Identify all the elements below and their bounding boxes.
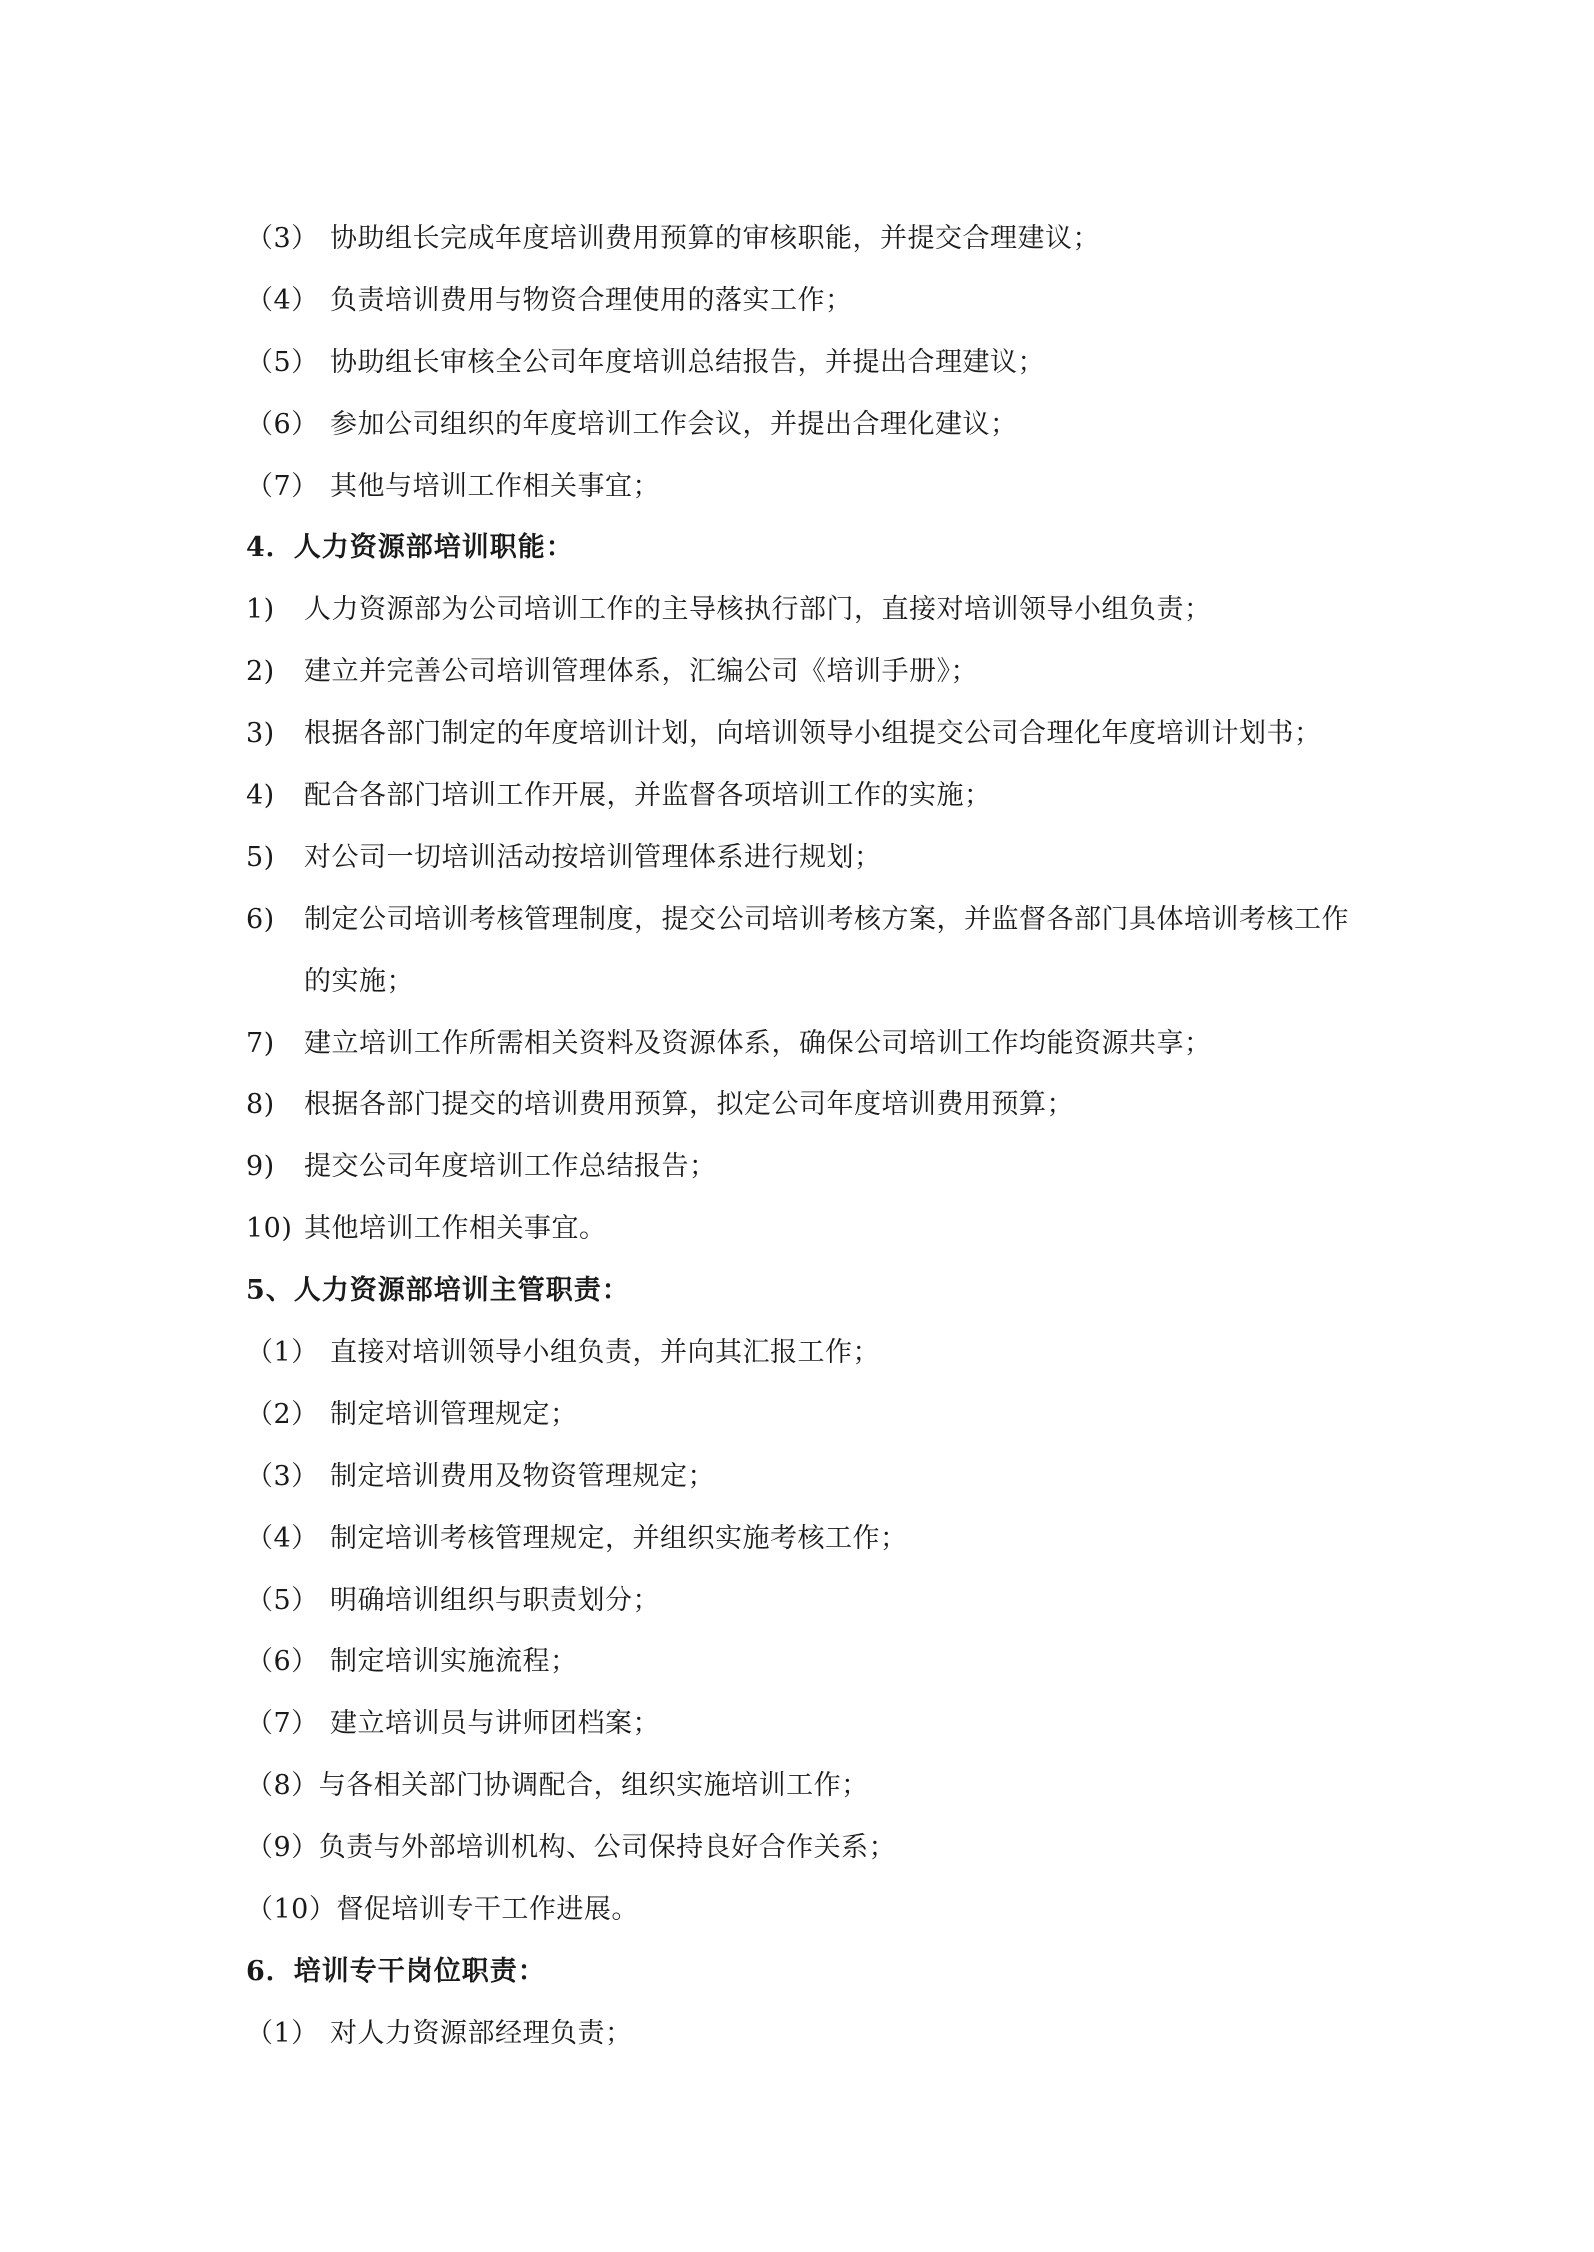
list-item-text: 制定培训实施流程； bbox=[330, 1646, 578, 1678]
list-item-text: 其他与培训工作相关事宜； bbox=[330, 470, 660, 502]
list-item-number: 1) bbox=[246, 594, 275, 626]
section-heading bbox=[246, 517, 1376, 579]
list-item-number: （7） bbox=[246, 470, 319, 502]
list-item-text: 制定培训考核管理规定，并组织实施考核工作； bbox=[330, 1522, 908, 1554]
section-heading bbox=[246, 1941, 1376, 2003]
list-item bbox=[246, 1755, 1376, 1817]
list-item-text: 负责与外部培训机构、公司保持良好合作关系； bbox=[318, 1832, 897, 1864]
list-item bbox=[246, 394, 1376, 456]
list-item-text: 督促培训专干工作进展。 bbox=[336, 1894, 639, 1926]
list-item-text: 建立并完善公司培训管理体系，汇编公司《培训手册》； bbox=[304, 656, 978, 688]
list-item-number: （4） bbox=[246, 1522, 319, 1554]
list-item-number: 6) bbox=[246, 903, 275, 935]
list-item-number: 2) bbox=[246, 656, 275, 688]
list-item bbox=[246, 1879, 1376, 1941]
list-item-text: 配合各部门培训工作开展，并监督各项培训工作的实施； bbox=[304, 780, 992, 812]
list-item bbox=[246, 1817, 1376, 1879]
section-heading-text: 6．培训专干岗位职责： bbox=[246, 1955, 546, 1987]
list-item-text: 对人力资源部经理负责； bbox=[330, 2017, 633, 2049]
list-item-text: 明确培训组织与职责划分； bbox=[330, 1584, 660, 1616]
list-item-text: 人力资源部为公司培训工作的主导核执行部门，直接对培训领导小组负责； bbox=[304, 594, 1212, 626]
list-item bbox=[246, 1631, 1376, 1693]
list-item bbox=[246, 1322, 1376, 1384]
list-item-text: 与各相关部门协调配合，组织实施培训工作； bbox=[318, 1770, 869, 1802]
list-item bbox=[246, 1136, 1376, 1198]
section-heading-text: 5、人力资源部培训主管职责： bbox=[246, 1275, 630, 1307]
section-heading bbox=[246, 1260, 1376, 1322]
list-item-text: 制定公司培训考核管理制度，提交公司培训考核方案，并监督各部门具体培训考核工作 bbox=[304, 903, 1349, 935]
list-item-number: 9) bbox=[246, 1151, 275, 1183]
list-item-text: 负责培训费用与物资合理使用的落实工作； bbox=[330, 284, 853, 316]
list-item bbox=[246, 641, 1376, 703]
list-item-number: （2） bbox=[246, 1398, 319, 1430]
list-item bbox=[246, 889, 1376, 951]
list-item-number: （5） bbox=[246, 346, 319, 378]
list-item-text: 其他培训工作相关事宜。 bbox=[304, 1213, 607, 1245]
list-item bbox=[246, 1446, 1376, 1508]
list-item-number: 7) bbox=[246, 1027, 275, 1059]
list-item-text: 根据各部门提交的培训费用预算，拟定公司年度培训费用预算； bbox=[304, 1089, 1074, 1121]
list-item-text: 协助组长完成年度培训费用预算的审核职能，并提交合理建议； bbox=[330, 223, 1100, 254]
list-item-text: 制定培训管理规定； bbox=[330, 1398, 578, 1430]
list-item-text: 参加公司组织的年度培训工作会议，并提出合理化建议； bbox=[330, 408, 1018, 440]
list-item-text: 提交公司年度培训工作总结报告； bbox=[304, 1151, 717, 1183]
list-item-number: （6） bbox=[246, 1646, 319, 1678]
list-item-number: （3） bbox=[246, 223, 319, 254]
list-item-number: （5） bbox=[246, 1584, 319, 1616]
list-item-number: （8） bbox=[246, 1770, 319, 1802]
list-item bbox=[246, 579, 1376, 641]
list-item-number: （6） bbox=[246, 408, 319, 440]
list-item-number: （7） bbox=[246, 1708, 319, 1740]
list-item-number: （9） bbox=[246, 1832, 319, 1864]
list-item bbox=[246, 765, 1376, 827]
list-item-number: 4) bbox=[246, 780, 275, 812]
list-item-number: 3) bbox=[246, 718, 275, 750]
list-item-text: 对公司一切培训活动按培训管理体系进行规划； bbox=[304, 841, 882, 873]
list-item bbox=[246, 1693, 1376, 1755]
list-item bbox=[246, 270, 1376, 332]
list-item-text: 建立培训员与讲师团档案； bbox=[330, 1708, 660, 1740]
list-item-number: 5) bbox=[246, 841, 275, 873]
list-item-text: 协助组长审核全公司年度培训总结报告，并提出合理建议； bbox=[330, 346, 1045, 378]
section-heading-text: 4．人力资源部培训职能： bbox=[246, 532, 574, 564]
list-item-number: （10） bbox=[246, 1894, 337, 1926]
list-item-text: 直接对培训领导小组负责，并向其汇报工作； bbox=[330, 1337, 880, 1369]
list-item bbox=[246, 703, 1376, 765]
list-item-number: 8) bbox=[246, 1089, 275, 1121]
list-item-number: （1） bbox=[246, 2017, 319, 2049]
list-item bbox=[246, 2003, 1376, 2065]
list-item-text: 的实施； bbox=[304, 965, 414, 997]
list-item-text: 根据各部门制定的年度培训计划，向培训领导小组提交公司合理化年度培训计划书； bbox=[304, 718, 1322, 750]
list-item bbox=[246, 1384, 1376, 1446]
list-item bbox=[246, 1508, 1376, 1570]
list-item-number: 10) bbox=[246, 1213, 293, 1245]
list-item-number: （4） bbox=[246, 284, 319, 316]
list-item bbox=[246, 827, 1376, 889]
list-item bbox=[246, 1074, 1376, 1136]
list-item bbox=[246, 1013, 1376, 1075]
list-item bbox=[246, 332, 1376, 394]
list-item bbox=[246, 456, 1376, 518]
list-item-text: 建立培训工作所需相关资料及资源体系，确保公司培训工作均能资源共享； bbox=[304, 1027, 1212, 1059]
list-item-continuation bbox=[246, 951, 1376, 1013]
list-item-number: （1） bbox=[246, 1337, 319, 1369]
list-item bbox=[246, 1570, 1376, 1632]
list-item bbox=[246, 208, 1376, 270]
document-body bbox=[246, 208, 1376, 2065]
list-item-number: （3） bbox=[246, 1460, 319, 1492]
list-item bbox=[246, 1198, 1376, 1260]
list-item-text: 制定培训费用及物资管理规定； bbox=[330, 1460, 715, 1492]
